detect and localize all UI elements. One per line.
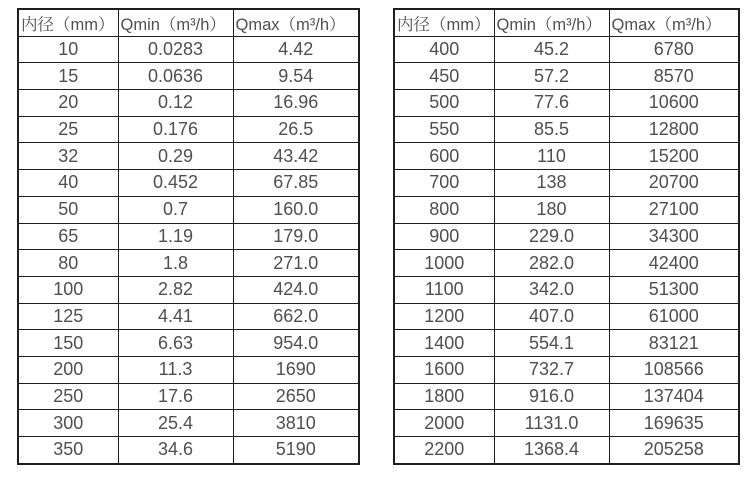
cell: 200 (18, 356, 118, 383)
table-row (394, 330, 739, 357)
table-row (394, 63, 739, 90)
cell: 407.0 (494, 303, 609, 330)
table-row (18, 116, 359, 143)
cell: 8570 (609, 63, 739, 90)
table-row (394, 410, 739, 437)
cell: 1100 (394, 276, 494, 303)
cell: 0.12 (118, 90, 233, 117)
cell: 150 (18, 330, 118, 357)
cell: 100 (18, 276, 118, 303)
table-row (18, 330, 359, 357)
cell: 26.5 (233, 116, 359, 143)
table-row (18, 410, 359, 437)
cell: 137404 (609, 383, 739, 410)
cell: 51300 (609, 276, 739, 303)
cell: 1000 (394, 250, 494, 277)
cell: 1800 (394, 383, 494, 410)
cell: 916.0 (494, 383, 609, 410)
table-row (394, 356, 739, 383)
cell: 50 (18, 196, 118, 223)
cell: 1.19 (118, 223, 233, 250)
cell: 10600 (609, 90, 739, 117)
cell: 34300 (609, 223, 739, 250)
cell: 0.176 (118, 116, 233, 143)
cell: 20 (18, 90, 118, 117)
cell: 300 (18, 410, 118, 437)
cell: 342.0 (494, 276, 609, 303)
cell: 61000 (609, 303, 739, 330)
table-row (394, 196, 739, 223)
cell: 2650 (233, 383, 359, 410)
cell: 271.0 (233, 250, 359, 277)
cell: 2200 (394, 437, 494, 464)
cell: 125 (18, 303, 118, 330)
cell: 1.8 (118, 250, 233, 277)
table-row (18, 276, 359, 303)
cell: 554.1 (494, 330, 609, 357)
cell: 67.85 (233, 170, 359, 197)
cell: 160.0 (233, 196, 359, 223)
cell: 1600 (394, 356, 494, 383)
cell: 32 (18, 143, 118, 170)
cell: 282.0 (494, 250, 609, 277)
table-row (394, 437, 739, 464)
table-row (18, 36, 359, 63)
cell: 424.0 (233, 276, 359, 303)
cell: 110 (494, 143, 609, 170)
cell: 6.63 (118, 330, 233, 357)
table-row (394, 383, 739, 410)
cell: 1200 (394, 303, 494, 330)
cell: 205258 (609, 437, 739, 464)
table-row (394, 276, 739, 303)
cell: 450 (394, 63, 494, 90)
cell: 1368.4 (494, 437, 609, 464)
cell: 40 (18, 170, 118, 197)
cell: 77.6 (494, 90, 609, 117)
cell: 4.41 (118, 303, 233, 330)
cell: 9.54 (233, 63, 359, 90)
cell: 0.7 (118, 196, 233, 223)
cell: 800 (394, 196, 494, 223)
cell: 85.5 (494, 116, 609, 143)
cell: 65 (18, 223, 118, 250)
table-row (394, 116, 739, 143)
column-header: 内径（mm） (18, 9, 118, 36)
cell: 600 (394, 143, 494, 170)
column-header: 内径（mm） (394, 9, 494, 36)
table-row (394, 170, 739, 197)
table-row (18, 143, 359, 170)
cell: 4.42 (233, 36, 359, 63)
cell: 12800 (609, 116, 739, 143)
cell: 11.3 (118, 356, 233, 383)
column-header: Qmin（m³/h） (494, 9, 609, 36)
cell: 10 (18, 36, 118, 63)
cell: 17.6 (118, 383, 233, 410)
cell: 15 (18, 63, 118, 90)
table-row (18, 303, 359, 330)
cell: 954.0 (233, 330, 359, 357)
table-row (18, 250, 359, 277)
cell: 80 (18, 250, 118, 277)
cell: 2.82 (118, 276, 233, 303)
cell: 0.29 (118, 143, 233, 170)
cell: 3810 (233, 410, 359, 437)
cell: 550 (394, 116, 494, 143)
cell: 5190 (233, 437, 359, 464)
cell: 20700 (609, 170, 739, 197)
cell: 180 (494, 196, 609, 223)
cell: 83121 (609, 330, 739, 357)
cell: 45.2 (494, 36, 609, 63)
cell: 138 (494, 170, 609, 197)
flow-table-dn400-2200 (393, 8, 740, 465)
column-header: Qmin（m³/h） (118, 9, 233, 36)
header-row (394, 9, 739, 36)
cell: 16.96 (233, 90, 359, 117)
table-row (18, 170, 359, 197)
cell: 2000 (394, 410, 494, 437)
table-row (18, 383, 359, 410)
column-header: Qmax（m³/h） (609, 9, 739, 36)
table-row (18, 90, 359, 117)
cell: 229.0 (494, 223, 609, 250)
cell: 0.0636 (118, 63, 233, 90)
cell: 400 (394, 36, 494, 63)
table-row (394, 303, 739, 330)
cell: 0.0283 (118, 36, 233, 63)
cell: 169635 (609, 410, 739, 437)
column-header: Qmax（m³/h） (233, 9, 359, 36)
cell: 662.0 (233, 303, 359, 330)
cell: 25 (18, 116, 118, 143)
cell: 1400 (394, 330, 494, 357)
table-row (18, 356, 359, 383)
cell: 500 (394, 90, 494, 117)
cell: 57.2 (494, 63, 609, 90)
header-row (18, 9, 359, 36)
table-row (394, 36, 739, 63)
table-row (394, 143, 739, 170)
table-row (394, 223, 739, 250)
cell: 179.0 (233, 223, 359, 250)
cell: 43.42 (233, 143, 359, 170)
cell: 42400 (609, 250, 739, 277)
cell: 25.4 (118, 410, 233, 437)
table-row (18, 63, 359, 90)
cell: 900 (394, 223, 494, 250)
table-row (394, 90, 739, 117)
table-row (18, 437, 359, 464)
cell: 1131.0 (494, 410, 609, 437)
cell: 108566 (609, 356, 739, 383)
cell: 15200 (609, 143, 739, 170)
table-row (18, 223, 359, 250)
cell: 1690 (233, 356, 359, 383)
cell: 350 (18, 437, 118, 464)
cell: 27100 (609, 196, 739, 223)
cell: 34.6 (118, 437, 233, 464)
cell: 700 (394, 170, 494, 197)
cell: 0.452 (118, 170, 233, 197)
flow-table-dn10-350 (17, 8, 360, 465)
table-row (18, 196, 359, 223)
cell: 732.7 (494, 356, 609, 383)
table-row (394, 250, 739, 277)
cell: 6780 (609, 36, 739, 63)
cell: 250 (18, 383, 118, 410)
